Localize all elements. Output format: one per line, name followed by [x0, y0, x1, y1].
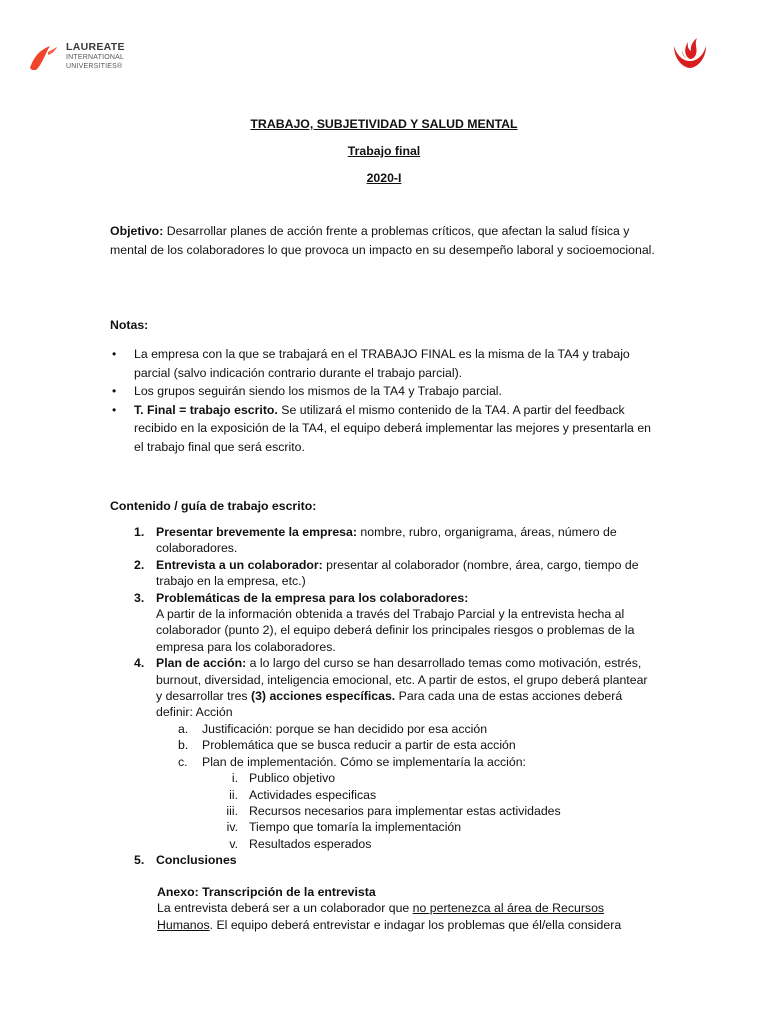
note-text: Se utilizará el mismo contenido de la TA4. A partir del feedback recibido en la exposición de la TA4, el equipo deberá implementar las mejores y presentarla en el trabajo final que será escrito. — [134, 402, 651, 454]
logo-subtitle-line2 — [66, 62, 125, 71]
logo-subtitle-line1: INTERNATIONAL — [66, 54, 125, 61]
item-bold-text: Presentar brevemente la empresa: — [156, 525, 357, 539]
annex-paragraph — [157, 900, 657, 933]
item-bold-text: Plan de acción: — [156, 656, 247, 671]
sub-item-text: Justificación: porque se han decidido por esa acción — [202, 721, 488, 736]
sub-item-marker: c. — [178, 754, 188, 769]
sub-item — [156, 721, 655, 737]
annex-text-1: La entrevista deberá ser a un colaborador que — [157, 901, 413, 916]
action-sub-list — [156, 721, 655, 852]
subsub-item-marker: i. — [231, 771, 238, 786]
content-item — [110, 557, 655, 590]
sub-item-text: Plan de implementación. Cómo se implementaría la acción: — [202, 754, 526, 769]
sub-item-text: Problemática que se busca reducir a partir de esta acción — [202, 738, 516, 753]
subsub-item-text: Tiempo que tomaría la implementación — [249, 820, 462, 835]
item-text: presentar al colaborador (nombre, área, cargo, tiempo de trabajo en la empresa, etc.) — [156, 557, 639, 589]
notes-heading: Notas: — [110, 318, 149, 332]
note-item — [110, 345, 655, 382]
notes-list — [110, 345, 655, 456]
annex-heading: Anexo: Transcripción de la entrevista — [157, 885, 376, 899]
subsub-item-text: Publico objetivo — [249, 771, 336, 786]
subsub-item-text: Resultados esperados — [249, 836, 372, 851]
work-title: Trabajo final — [347, 144, 421, 158]
note-text: Los grupos seguirán siendo los mismos de la TA4 y Trabajo parcial. — [134, 384, 502, 398]
term-title: 2020-I — [366, 171, 402, 185]
subsub-item-text: Actividades especificas — [249, 787, 377, 802]
subsub-item — [202, 803, 655, 819]
sub-item-marker: b. — [178, 738, 189, 753]
item-text-2: Para cada una de estas acciones deberá definir: Acción — [156, 689, 623, 720]
annex-underlined-text: no pertenezca al área de Recursos Humanos — [157, 901, 605, 932]
subsub-item-marker: iii. — [226, 803, 238, 818]
subsub-item-marker: iv. — [226, 820, 238, 835]
subsub-item-marker: v. — [229, 836, 238, 851]
content-item — [110, 524, 655, 557]
logo-registered-mark: ® — [117, 63, 123, 70]
note-item — [110, 401, 655, 457]
item-text: a lo largo del curso se han desarrollado temas como motivación, estrés, burnout, diversidad, inteligencia emocional, etc. A partir de estos, el grupo deberá plantear y desarrollar tres — [156, 656, 648, 704]
item-number: 2. — [134, 557, 145, 572]
subsub-item-text: Recursos necesarios para implementar estas actividades — [249, 803, 561, 818]
subsub-item — [202, 770, 655, 786]
item-text: nombre, rubro, organigrama, áreas, número de colaboradores. — [156, 525, 617, 556]
note-item — [110, 382, 655, 401]
item-text: A partir de la información obtenida a través del Trabajo Parcial y la entrevista hecha al colaborador (punto 2), el equipo deberá definir los principales riesgos o problemas de la empresa para los colaboradores. — [156, 607, 635, 654]
item-bold-text: Entrevista a un colaborador: — [156, 557, 323, 572]
subsub-item — [202, 836, 655, 852]
annex-text-2: . El equipo deberá entrevistar e indagar los problemas que él/ella considera — [209, 917, 622, 932]
annex-section — [157, 884, 657, 933]
objective-text: Desarrollar planes de acción frente a problemas críticos, que afectan la salud física y mental de los colaboradores lo que provoca un impacto en su desempeño laboral y socioemocional. — [110, 224, 655, 257]
content-heading: Contenido / guía de trabajo escrito: — [110, 499, 317, 513]
sub-item — [156, 737, 655, 753]
item-number: 3. — [134, 590, 145, 605]
logo-brand-text: LAUREATE — [66, 41, 125, 53]
note-text: La empresa con la que se trabajará en el TRABAJO FINAL es la misma de la TA4 y trabajo parcial (salvo indicación contrario durante el trabajo parcial). — [134, 347, 630, 380]
item-number: 1. — [134, 525, 145, 539]
objective-paragraph — [110, 222, 655, 260]
content-list — [110, 524, 655, 869]
item-number: 5. — [134, 853, 145, 868]
course-title: TRABAJO, SUBJETIVIDAD Y SALUD MENTAL — [250, 117, 518, 131]
laureate-leaf-icon — [28, 42, 58, 72]
note-bold-text: T. Final = trabajo escrito. — [134, 402, 278, 417]
item-number: 4. — [134, 656, 145, 671]
sub-item-marker: a. — [178, 721, 189, 736]
item-bold-text: Problemáticas de la empresa para los colaboradores: — [156, 590, 469, 605]
sub-item — [156, 754, 655, 852]
item-bold-text: Conclusiones — [156, 853, 237, 868]
item-bold-text-2: (3) acciones específicas. — [251, 689, 396, 704]
subsub-item-marker: ii. — [229, 787, 238, 802]
content-item — [110, 655, 655, 852]
subsub-item — [202, 787, 655, 803]
laureate-logo — [28, 42, 125, 72]
implementation-sub-list — [202, 770, 655, 852]
content-item — [110, 852, 655, 868]
objective-label: Objetivo: — [110, 224, 164, 238]
content-item — [110, 590, 655, 656]
logo-subtitle-line2-text: UNIVERSITIES — [66, 63, 118, 70]
university-flame-logo-icon — [670, 36, 710, 70]
subsub-item — [202, 819, 655, 835]
